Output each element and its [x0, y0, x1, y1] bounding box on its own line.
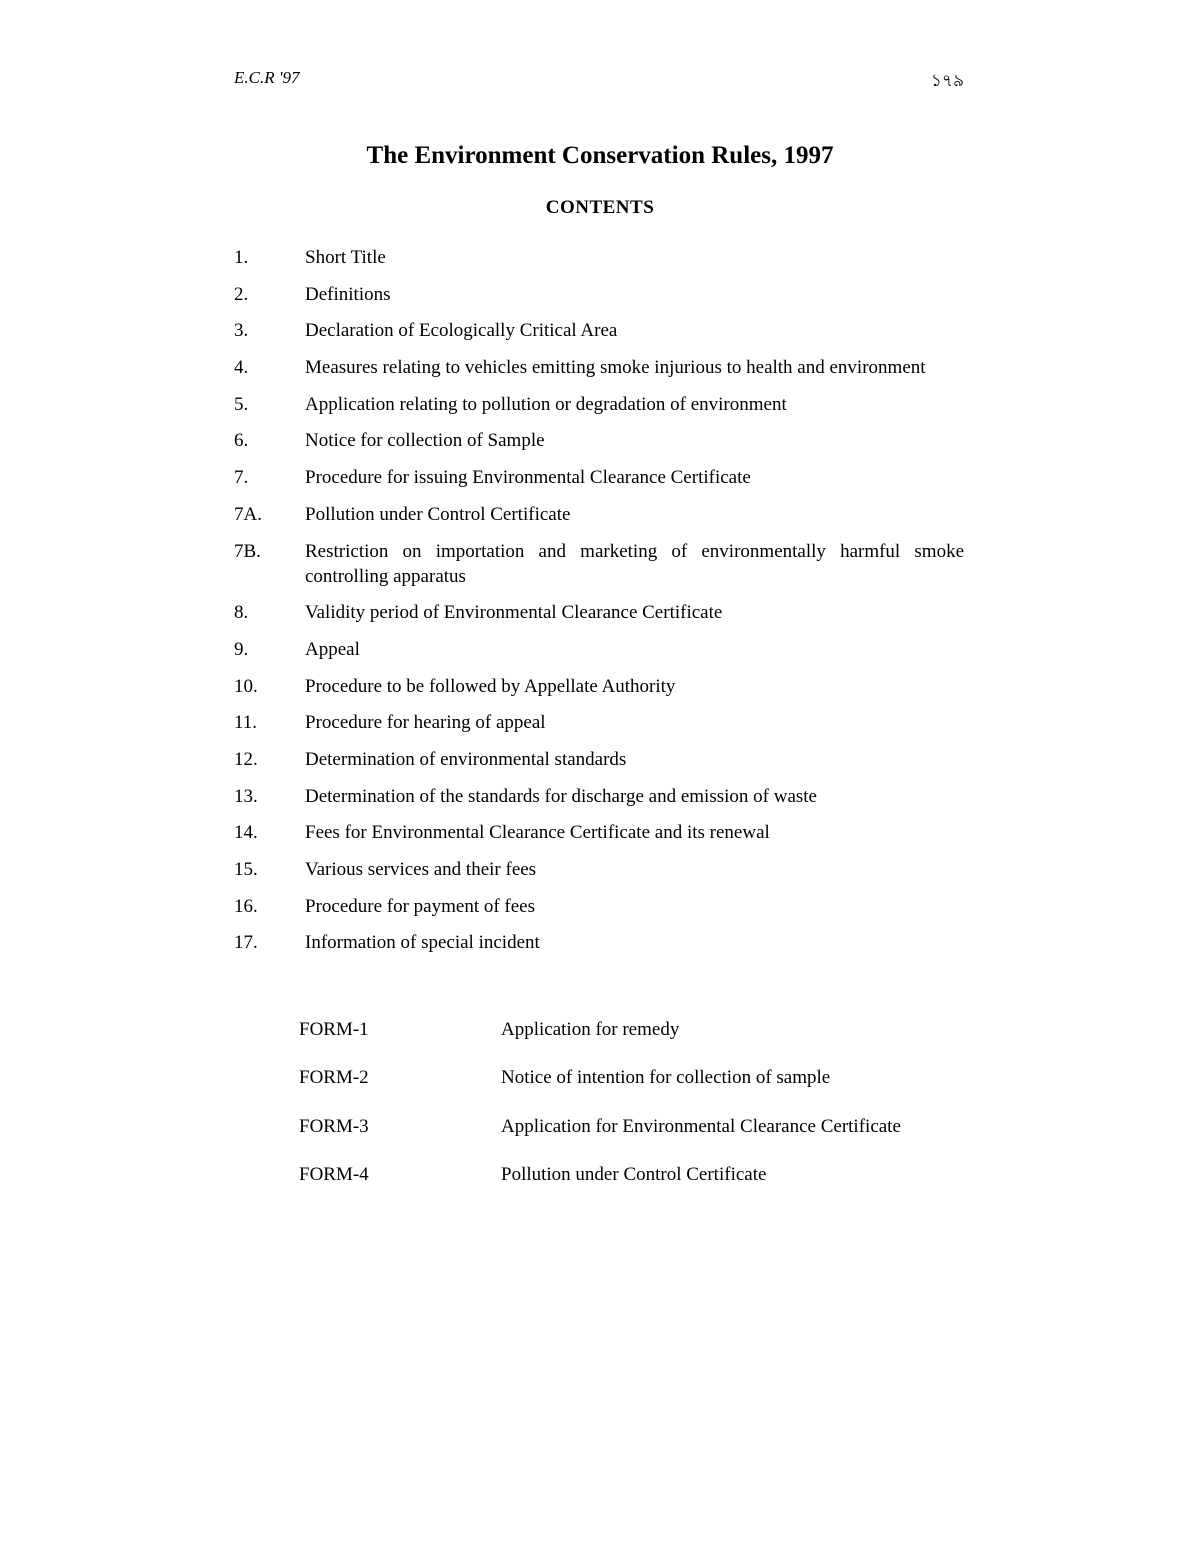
toc-entry-title: Procedure to be followed by Appellate Authority — [305, 675, 676, 697]
toc-entry — [234, 710, 964, 735]
toc-entry — [234, 674, 964, 699]
toc-entry — [234, 245, 964, 270]
toc-entry — [234, 894, 964, 919]
toc-entry-number: 17. — [234, 932, 258, 954]
toc-entry-title: Declaration of Ecologically Critical Area — [305, 320, 618, 342]
toc-entry — [234, 428, 964, 453]
toc-entry — [234, 637, 964, 662]
toc-entry-number: 7B. — [234, 540, 261, 562]
toc-entry-number: 5. — [234, 393, 249, 415]
toc-entry-title: Definitions — [305, 283, 391, 305]
toc-entry — [234, 747, 964, 772]
toc-entry — [234, 784, 964, 809]
page-number: ১৭৯ — [930, 71, 964, 90]
form-title: Application for remedy — [501, 1019, 680, 1040]
toc-entry — [234, 930, 964, 955]
toc-entry-title: Appeal — [305, 638, 360, 660]
toc-entry-number: 4. — [234, 357, 249, 379]
toc-entry — [234, 282, 964, 307]
form-id: FORM-2 — [299, 1067, 369, 1089]
toc-entry-number: 16. — [234, 895, 258, 917]
toc-entry-title: Procedure for hearing of appeal — [305, 712, 546, 734]
toc-entry — [234, 600, 964, 625]
toc-entry-number: 6. — [234, 430, 249, 452]
toc-entry-number: 7. — [234, 467, 249, 489]
toc-entry — [234, 355, 964, 380]
toc-entry-title: Short Title — [305, 247, 386, 268]
toc-entry — [234, 318, 964, 343]
toc-entry-title: Measures relating to vehicles emitting smoke injurious to health and environment — [305, 357, 926, 379]
toc-entry-number: 3. — [234, 320, 249, 342]
toc-entry-number: 8. — [234, 602, 249, 624]
toc-entry-number: 7A. — [234, 503, 262, 525]
toc-entry-title: Pollution under Control Certificate — [305, 503, 571, 525]
toc-entry-number: 11. — [234, 712, 258, 734]
form-title: Pollution under Control Certificate — [501, 1163, 767, 1185]
toc-entry-number: 15. — [234, 859, 258, 880]
form-title: Application for Environmental Clearance Certificate — [501, 1115, 901, 1137]
toc-entry-number: 2. — [234, 283, 249, 305]
toc-entry-title: Validity period of Environmental Clearance Certificate — [305, 602, 723, 624]
form-entry — [299, 1065, 979, 1113]
toc-entry-number: 1. — [234, 247, 249, 268]
toc-entry-number: 10. — [234, 675, 258, 697]
form-entry — [299, 1162, 979, 1210]
form-entry — [299, 1114, 979, 1162]
toc-entry — [234, 392, 964, 417]
running-header — [234, 68, 964, 94]
toc-entry — [234, 465, 964, 490]
toc-entry-title: Various services and their fees — [305, 859, 537, 880]
toc-entry-title: Restriction on importation and marketing of environmentally harmful smoke controlling apparatus — [305, 540, 964, 587]
forms-list — [299, 1017, 979, 1210]
toc-entry-title: Information of special incident — [305, 932, 540, 954]
toc-entry-title: Determination of environmental standards — [305, 748, 627, 770]
contents-heading: CONTENTS — [545, 197, 655, 218]
toc-entry-number: 12. — [234, 748, 258, 770]
toc-entry-number: 14. — [234, 822, 258, 844]
toc-entry-title: Fees for Environmental Clearance Certificate and its renewal — [305, 822, 770, 844]
toc-entry-title: Determination of the standards for discharge and emission of waste — [305, 785, 817, 807]
toc-entry — [234, 857, 964, 882]
form-id: FORM-3 — [299, 1115, 369, 1137]
form-entry — [299, 1017, 979, 1065]
toc-entry — [234, 539, 964, 589]
toc-entry — [234, 820, 964, 845]
document-title: The Environment Conservation Rules, 1997 — [366, 142, 834, 169]
toc-entry-title: Application relating to pollution or degradation of environment — [305, 393, 787, 415]
table-of-contents — [234, 245, 964, 967]
toc-entry — [234, 502, 964, 527]
form-id: FORM-4 — [299, 1163, 369, 1185]
toc-entry-title: Procedure for issuing Environmental Clearance Certificate — [305, 467, 751, 489]
form-title: Notice of intention for collection of sample — [501, 1067, 831, 1089]
header-short-title: E.C.R '97 — [234, 68, 300, 87]
toc-entry-number: 9. — [234, 638, 249, 660]
toc-entry-title: Notice for collection of Sample — [305, 430, 545, 452]
form-id: FORM-1 — [299, 1019, 369, 1040]
toc-entry-number: 13. — [234, 785, 258, 807]
toc-entry-title: Procedure for payment of fees — [305, 895, 536, 917]
